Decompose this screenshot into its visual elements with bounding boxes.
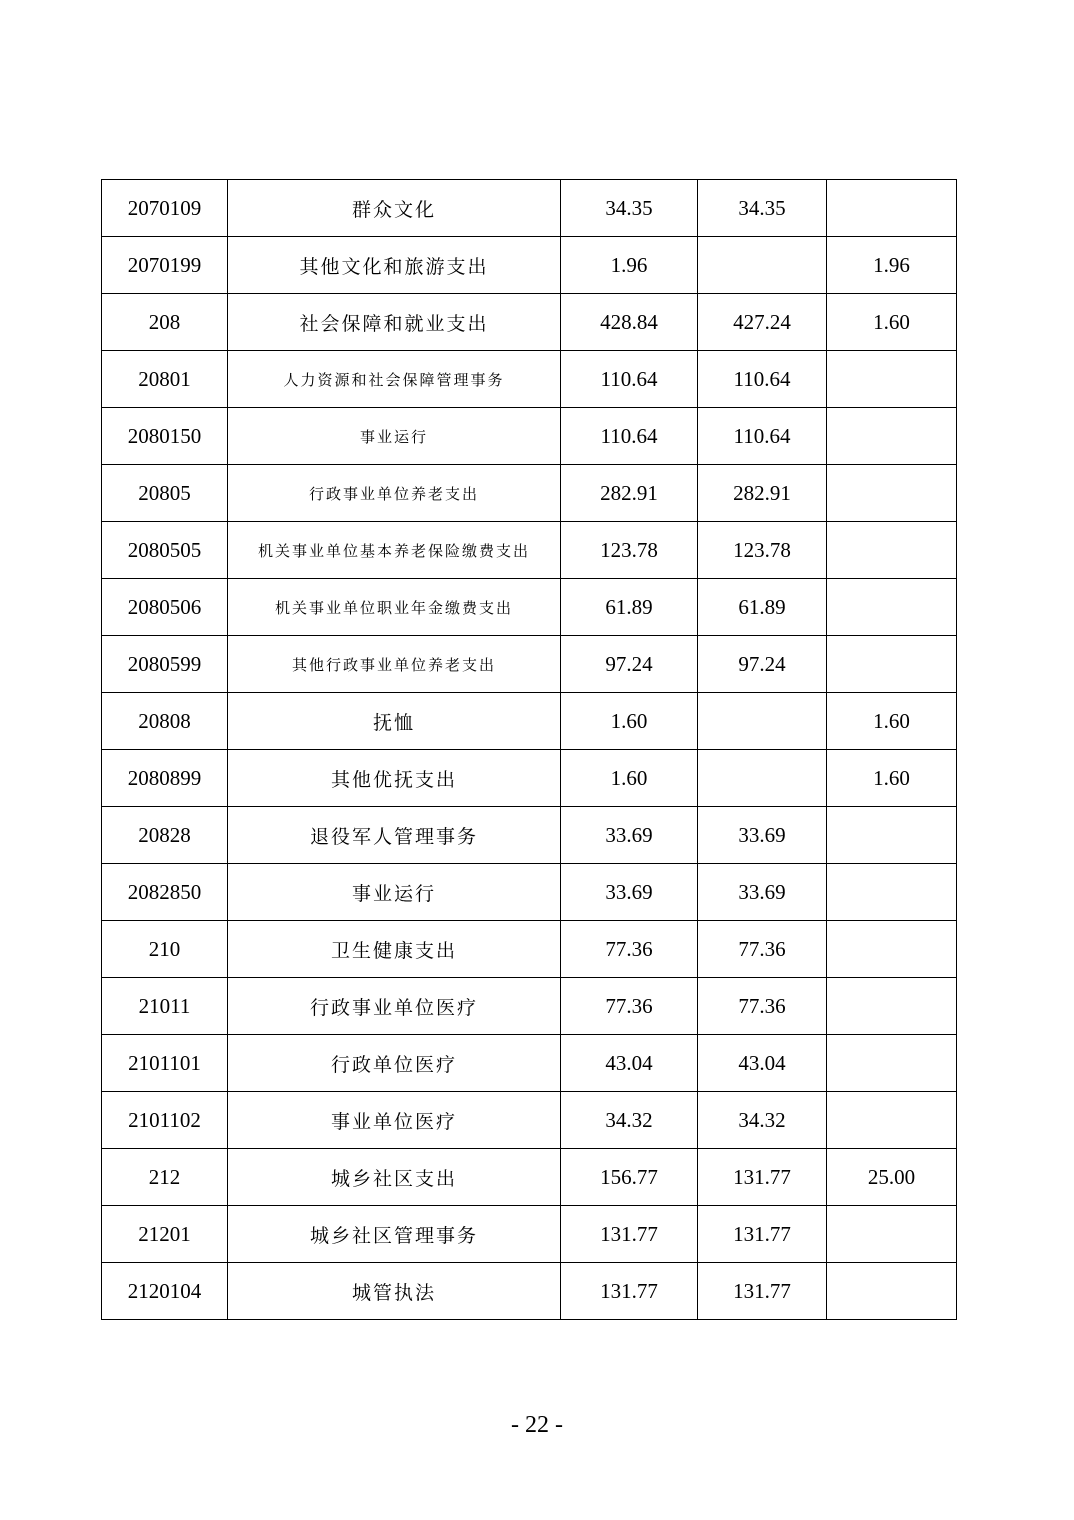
subject-code-cell: 2080505 (102, 522, 228, 579)
basic-expenditure-cell: 131.77 (698, 1149, 827, 1206)
subject-code-cell: 20828 (102, 807, 228, 864)
subject-name-cell: 其他行政事业单位养老支出 (228, 636, 561, 693)
budget-table (101, 179, 957, 1320)
table-row (102, 693, 957, 750)
total-amount-cell: 1.96 (561, 237, 698, 294)
table-row (102, 351, 957, 408)
project-expenditure-cell (827, 864, 957, 921)
table-row (102, 1263, 957, 1320)
subject-code-cell: 20805 (102, 465, 228, 522)
total-amount-cell: 77.36 (561, 978, 698, 1035)
subject-name-cell: 行政事业单位医疗 (228, 978, 561, 1035)
basic-expenditure-cell: 33.69 (698, 864, 827, 921)
project-expenditure-cell (827, 1035, 957, 1092)
basic-expenditure-cell (698, 693, 827, 750)
basic-expenditure-cell: 131.77 (698, 1206, 827, 1263)
total-amount-cell: 156.77 (561, 1149, 698, 1206)
table-row (102, 522, 957, 579)
table-row (102, 1092, 957, 1149)
project-expenditure-cell: 1.60 (827, 750, 957, 807)
page-number: - 22 - (511, 1412, 563, 1438)
table-row (102, 750, 957, 807)
total-amount-cell: 131.77 (561, 1263, 698, 1320)
project-expenditure-cell (827, 351, 957, 408)
project-expenditure-cell (827, 978, 957, 1035)
subject-code-cell: 2101102 (102, 1092, 228, 1149)
subject-code-cell: 21011 (102, 978, 228, 1035)
subject-name-cell: 事业单位医疗 (228, 1092, 561, 1149)
total-amount-cell: 1.60 (561, 750, 698, 807)
project-expenditure-cell: 25.00 (827, 1149, 957, 1206)
project-expenditure-cell (827, 1206, 957, 1263)
total-amount-cell: 61.89 (561, 579, 698, 636)
subject-code-cell: 20808 (102, 693, 228, 750)
table-row (102, 1149, 957, 1206)
project-expenditure-cell (827, 807, 957, 864)
subject-code-cell: 2080150 (102, 408, 228, 465)
subject-name-cell: 退役军人管理事务 (228, 807, 561, 864)
table-row (102, 237, 957, 294)
basic-expenditure-cell (698, 750, 827, 807)
basic-expenditure-cell: 43.04 (698, 1035, 827, 1092)
basic-expenditure-cell: 33.69 (698, 807, 827, 864)
subject-code-cell: 2082850 (102, 864, 228, 921)
total-amount-cell: 43.04 (561, 1035, 698, 1092)
basic-expenditure-cell: 97.24 (698, 636, 827, 693)
basic-expenditure-cell: 77.36 (698, 978, 827, 1035)
subject-name-cell: 群众文化 (228, 180, 561, 237)
basic-expenditure-cell: 123.78 (698, 522, 827, 579)
project-expenditure-cell: 1.96 (827, 237, 957, 294)
subject-name-cell: 行政事业单位养老支出 (228, 465, 561, 522)
subject-name-cell: 社会保障和就业支出 (228, 294, 561, 351)
subject-name-cell: 其他优抚支出 (228, 750, 561, 807)
total-amount-cell: 131.77 (561, 1206, 698, 1263)
subject-name-cell: 卫生健康支出 (228, 921, 561, 978)
subject-code-cell: 2080599 (102, 636, 228, 693)
subject-name-cell: 其他文化和旅游支出 (228, 237, 561, 294)
table-row (102, 978, 957, 1035)
subject-code-cell: 212 (102, 1149, 228, 1206)
subject-name-cell: 行政单位医疗 (228, 1035, 561, 1092)
table-row (102, 636, 957, 693)
subject-code-cell: 2101101 (102, 1035, 228, 1092)
subject-code-cell: 2080506 (102, 579, 228, 636)
basic-expenditure-cell: 61.89 (698, 579, 827, 636)
basic-expenditure-cell: 110.64 (698, 351, 827, 408)
subject-name-cell: 事业运行 (228, 408, 561, 465)
table-row (102, 864, 957, 921)
total-amount-cell: 110.64 (561, 408, 698, 465)
total-amount-cell: 33.69 (561, 807, 698, 864)
subject-name-cell: 人力资源和社会保障管理事务 (228, 351, 561, 408)
basic-expenditure-cell: 77.36 (698, 921, 827, 978)
project-expenditure-cell (827, 180, 957, 237)
table-row (102, 579, 957, 636)
total-amount-cell: 1.60 (561, 693, 698, 750)
subject-code-cell: 21201 (102, 1206, 228, 1263)
table-row (102, 180, 957, 237)
total-amount-cell: 428.84 (561, 294, 698, 351)
basic-expenditure-cell (698, 237, 827, 294)
basic-expenditure-cell: 34.35 (698, 180, 827, 237)
total-amount-cell: 34.35 (561, 180, 698, 237)
table-row (102, 465, 957, 522)
subject-name-cell: 机关事业单位职业年金缴费支出 (228, 579, 561, 636)
subject-code-cell: 210 (102, 921, 228, 978)
total-amount-cell: 34.32 (561, 1092, 698, 1149)
basic-expenditure-cell: 34.32 (698, 1092, 827, 1149)
subject-name-cell: 城乡社区管理事务 (228, 1206, 561, 1263)
subject-name-cell: 城乡社区支出 (228, 1149, 561, 1206)
table-row (102, 294, 957, 351)
subject-name-cell: 抚恤 (228, 693, 561, 750)
project-expenditure-cell (827, 636, 957, 693)
subject-code-cell: 20801 (102, 351, 228, 408)
table-body (102, 180, 957, 1320)
table-row (102, 1206, 957, 1263)
total-amount-cell: 110.64 (561, 351, 698, 408)
table-row (102, 1035, 957, 1092)
project-expenditure-cell: 1.60 (827, 294, 957, 351)
table-row (102, 807, 957, 864)
subject-code-cell: 2070109 (102, 180, 228, 237)
basic-expenditure-cell: 110.64 (698, 408, 827, 465)
subject-name-cell: 机关事业单位基本养老保险缴费支出 (228, 522, 561, 579)
subject-name-cell: 城管执法 (228, 1263, 561, 1320)
project-expenditure-cell (827, 921, 957, 978)
subject-code-cell: 2120104 (102, 1263, 228, 1320)
subject-name-cell: 事业运行 (228, 864, 561, 921)
basic-expenditure-cell: 282.91 (698, 465, 827, 522)
project-expenditure-cell (827, 465, 957, 522)
total-amount-cell: 123.78 (561, 522, 698, 579)
project-expenditure-cell (827, 1092, 957, 1149)
total-amount-cell: 33.69 (561, 864, 698, 921)
project-expenditure-cell: 1.60 (827, 693, 957, 750)
basic-expenditure-cell: 131.77 (698, 1263, 827, 1320)
subject-code-cell: 208 (102, 294, 228, 351)
project-expenditure-cell (827, 1263, 957, 1320)
total-amount-cell: 282.91 (561, 465, 698, 522)
subject-code-cell: 2080899 (102, 750, 228, 807)
project-expenditure-cell (827, 408, 957, 465)
project-expenditure-cell (827, 579, 957, 636)
total-amount-cell: 97.24 (561, 636, 698, 693)
table-row (102, 408, 957, 465)
table-row (102, 921, 957, 978)
basic-expenditure-cell: 427.24 (698, 294, 827, 351)
subject-code-cell: 2070199 (102, 237, 228, 294)
total-amount-cell: 77.36 (561, 921, 698, 978)
project-expenditure-cell (827, 522, 957, 579)
